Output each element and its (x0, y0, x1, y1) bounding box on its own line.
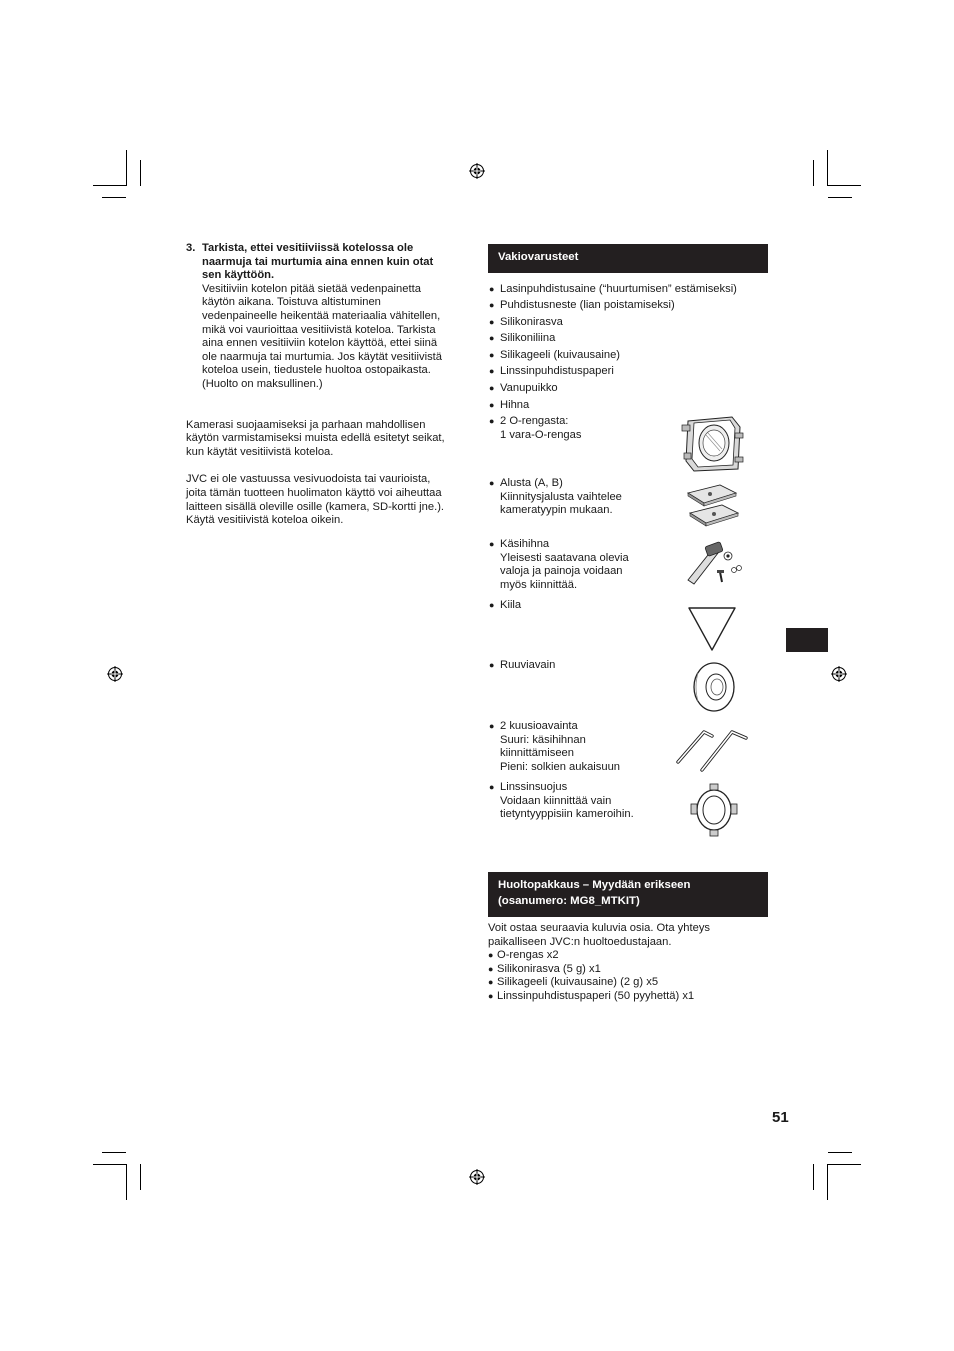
list-item: ● 2 kuusioavainta Suuri: käsihihnan kiinnittämiseen Pieni: solkien aukaisuun (489, 720, 621, 773)
bullet-dot-icon: ● (489, 300, 495, 310)
step-number: 3. (186, 242, 196, 254)
paragraph-liability: JVC ei ole vastuussa vesivuodoista tai vaurioista, joita tämän tuotteen huolimaton käyttö voi aiheuttaa laitteen sisällä oleville osille (kamera, SD-kortti jne.). Käytä vesitiivistä koteloa oikein. (186, 473, 445, 527)
list-item: ● Kiila (489, 599, 522, 611)
list-item: ● Käsihihna Yleisesti saatavana olevia valoja ja painoja voidaan myös kiinnittää. (489, 538, 629, 591)
page-number: 51 (772, 1109, 789, 1126)
bullet-dot-icon: ● (489, 539, 495, 549)
list-item: ● Alusta (A, B) Kiinnitysjalusta vaihtelee kameratyypin mukaan. (489, 477, 622, 517)
bullet-dot-icon: ● (489, 400, 495, 410)
bullet-dot-icon: ● (488, 963, 494, 974)
bullet-dot-icon: ● (489, 600, 495, 610)
bullet-dot-icon: ● (489, 333, 495, 343)
paragraph-care: Kamerasi suojaamiseksi ja parhaan mahdollisen käytön varmistamiseksi muista edellä esitetyt seikat, kun käytät vesitiivistä koteloa. (186, 418, 445, 458)
list-item: ● Silikonirasva (5 g) x1 (488, 962, 601, 975)
section-tab (786, 628, 828, 652)
bullet-dot-icon: ● (488, 950, 494, 961)
step-title: Tarkista, ettei vesitiiviissä kotelossa ole naarmuja tai murtumia aina ennen kuin otat sen käyttöön. (202, 242, 434, 282)
kit-heading: Huoltopakkaus – Myydään erikseen (osanumero: MG8_MTKIT) (488, 872, 768, 917)
bullet-dot-icon: ● (489, 782, 495, 792)
hex-keys-illustration (676, 726, 750, 774)
bullet-dot-icon: ● (489, 721, 495, 731)
list-item: ● Linssinsuojus Voidaan kiinnittää vain tietyntyyppisiin kameroihin. (489, 781, 634, 821)
step-3 (186, 242, 468, 392)
list-item: ● Lasinpuhdistusaine (“huurtumisen” estämiseksi) (489, 283, 737, 295)
wedge-illustration (686, 605, 738, 653)
list-item: ● Silikageeli (kuivausaine) (2 g) x5 (488, 976, 659, 989)
list-item: ● Hihna (489, 399, 530, 411)
list-item: ● Silikoniliina (489, 332, 556, 344)
list-item: ● 2 O-rengasta: 1 vara-O-rengas (489, 415, 582, 441)
bullet-dot-icon: ● (488, 990, 494, 1001)
bullet-dot-icon: ● (489, 416, 495, 426)
registration-mark-icon (831, 666, 847, 682)
bullet-dot-icon: ● (488, 977, 494, 988)
bullet-dot-icon: ● (489, 383, 495, 393)
bullet-dot-icon: ● (489, 350, 495, 360)
registration-mark-icon (469, 1169, 485, 1185)
list-item: ● Linssinpuhdistuspaperi (489, 365, 614, 377)
bullet-dot-icon: ● (489, 317, 495, 327)
hand-strap-bracket-illustration (682, 542, 746, 588)
base-plates-illustration (684, 483, 742, 529)
list-item: ● Puhdistusneste (lian poistamiseksi) (489, 299, 675, 311)
bullet-dot-icon: ● (489, 478, 495, 488)
list-item: ● Silikonirasva (489, 316, 563, 328)
lens-guard-illustration (690, 784, 740, 836)
accessories-heading: Vakiovarusteet (488, 244, 768, 273)
o-ring-housing-illustration (680, 413, 746, 475)
registration-mark-icon (469, 163, 485, 179)
step-body-text: Vesitiiviin kotelon pitää sietää vedenpainetta käytön aikana. Toistuva altistuminen vedenpaineelle heikentää materiaalia vähitellen, mikä voi vaurioittaa vesitiivistä koteloa. Tarkista aina ennen vesitiiviin kotelon käyttöä, ettei siinä ole naarmuja tai murtumia. Jos käytät vesitiivistä koteloa usein, tiedustele huoltoa ostopaikasta. (Huolto on maksullinen.) (202, 282, 443, 390)
list-item: ● Ruuviavain (489, 659, 556, 671)
screw-key-illustration (690, 661, 738, 713)
bullet-dot-icon: ● (489, 660, 495, 670)
left-column (186, 242, 468, 528)
bullet-dot-icon: ● (489, 366, 495, 376)
kit-text: Voit ostaa seuraavia kuluvia osia. Ota yhteys paikalliseen JVC:n huoltoedustajaan. ● O-rengas x2 ● Silikonirasva (5 g) x1 ● Silikageeli (kuivausaine) (2 g) x5 ● Linssinpuhdistuspaperi (50 pyyhettä) x1 (488, 922, 773, 1004)
registration-mark-icon (107, 666, 123, 682)
list-item: ● Linssinpuhdistuspaperi (50 pyyhettä) x1 (488, 989, 695, 1002)
list-item: ● Silikageeli (kuivausaine) (489, 349, 621, 361)
bullet-dot-icon: ● (489, 284, 495, 294)
list-item: ● Vanupuikko (489, 382, 558, 394)
list-item: ● O-rengas x2 (488, 949, 559, 962)
